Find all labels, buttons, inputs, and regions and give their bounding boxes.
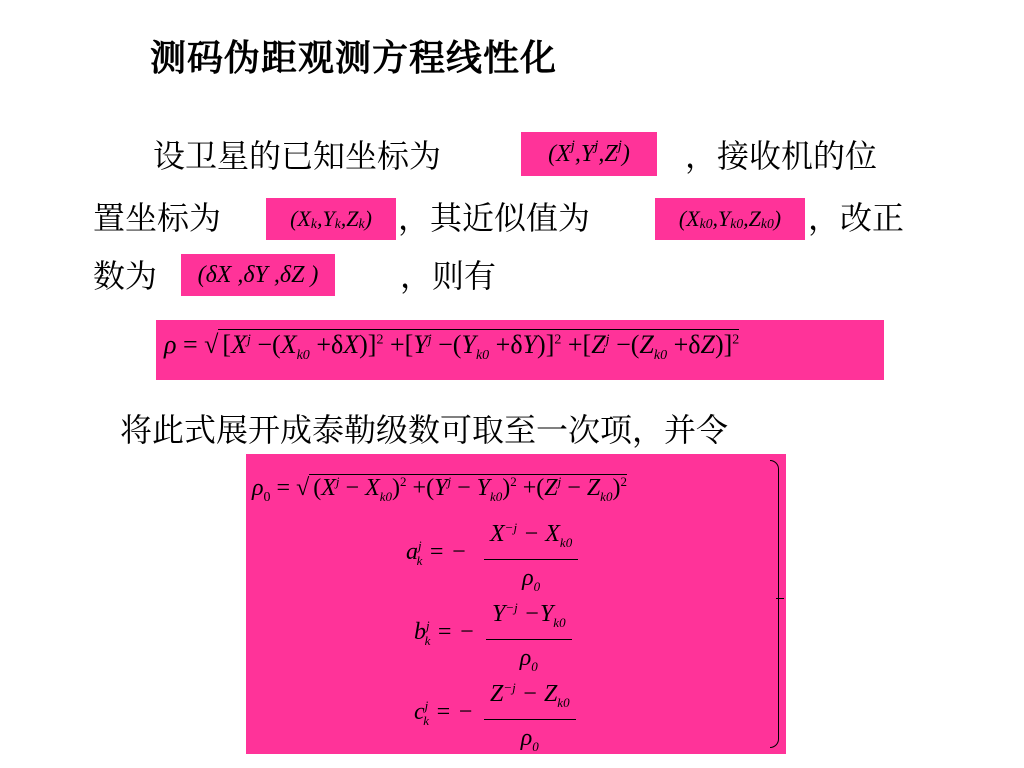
c-coefficient-fraction: $\frac{Z^{-j} - Z_{k0}}{\rho_0}$ — [484, 672, 576, 765]
para-line-3b: ，则有 — [400, 257, 497, 295]
taylor-sentence: 将此式展开成泰勒级数可取至一次项，并令 — [120, 411, 729, 449]
brace-tip — [776, 598, 784, 599]
slide-title: 测码伪距观测方程线性化 — [150, 38, 558, 79]
receiver-coord-formula: ( X k , Y k , Z k ) — [266, 198, 396, 240]
a-coefficient-fraction: $\frac{X^{-j} - X_{k0}}{\rho_0}$ — [484, 512, 578, 605]
b-coefficient-fraction: $\frac{Y^{-j} -Y_{k0}}{\rho_0}$ — [486, 592, 572, 685]
satellite-coord-formula: ( X j , Y j , Z j ) — [521, 132, 657, 176]
para-line-2c: ，改正 — [808, 199, 905, 237]
approx-coord-formula: ( X k0 , Y k0 , Z k0 ) — [655, 198, 805, 240]
rho-equation: ρ = √ $[X^j -(X_{k0} +\delta X)]^2 +[Y^j -(Y_{k0} +\delta Y)]^2 +[Z^j -(Z_{k0} +\delta Z)]^2$ — [156, 320, 884, 380]
right-brace — [770, 460, 779, 748]
para-line-2b: ，其近似值为 — [398, 199, 591, 237]
a-coefficient-label: $a^j_k$ = − — [406, 538, 467, 568]
para-line-1a: 设卫星的已知坐标为 — [153, 137, 442, 175]
para-line-3a: 数为 — [93, 257, 158, 295]
para-line-1b: ，接收机的位 — [685, 137, 878, 175]
c-coefficient-label: $c^j_k$ = − — [414, 698, 474, 728]
correction-formula: (δX ,δY ,δZ ) — [181, 254, 335, 296]
b-coefficient-label: $b^j_k$ = − — [414, 618, 475, 648]
definitions-block — [246, 454, 786, 754]
para-line-2a: 置坐标为 — [93, 199, 222, 237]
rho0-equation: $\rho_0$ = √ $(X^j - X_{k0})^2 +(Y^j - Y_{k0})^2 +(Z^j - Z_{k0})^2$ — [252, 474, 627, 505]
